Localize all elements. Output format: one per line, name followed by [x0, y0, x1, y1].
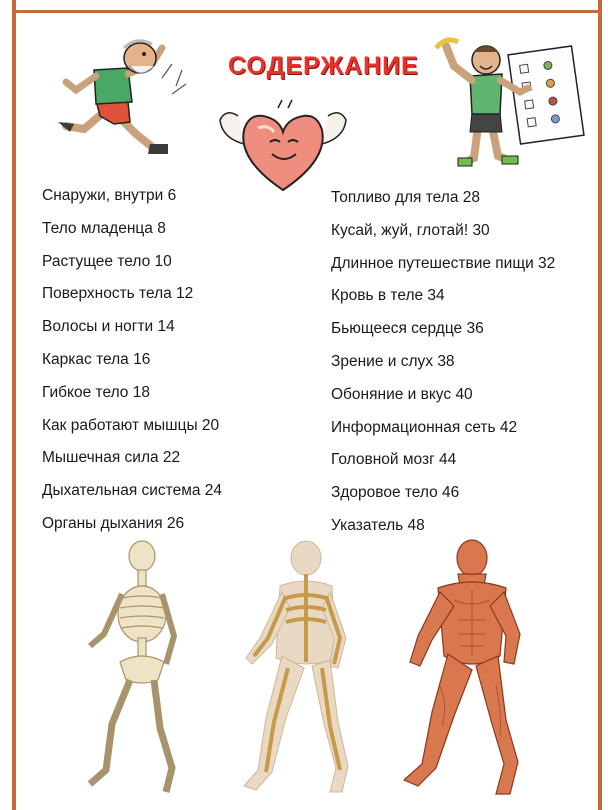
running-skeleton-icon — [60, 538, 210, 803]
toc-entry[interactable]: Кровь в теле 34 — [331, 287, 445, 305]
toc-right-column — [331, 186, 555, 547]
muscular-heart-cartoon-icon — [208, 98, 358, 198]
toc-entry[interactable]: Зрение и слух 38 — [331, 352, 455, 370]
athlete-with-food-chart-cartoon-icon — [428, 30, 598, 180]
toc-entry[interactable]: Кусай, жуй, глотай! 30 — [331, 221, 490, 239]
toc-entry[interactable]: Длинное путешествие пищи 32 — [331, 254, 556, 272]
running-muscle-figure-icon — [392, 536, 542, 804]
toc-entry[interactable]: Здоровое тело 46 — [331, 484, 460, 502]
toc-entry[interactable]: Обоняние и вкус 40 — [331, 385, 473, 403]
page-title: СОДЕРЖАНИЕ — [228, 52, 419, 80]
toc-entry[interactable]: Тело младенца 8 — [42, 219, 166, 237]
toc-entry[interactable]: Информационная сеть 42 — [331, 418, 518, 436]
toc-entry[interactable]: Головной мозг 44 — [331, 451, 457, 469]
toc-entry[interactable]: Указатель 48 — [331, 516, 425, 534]
page-border-right — [598, 0, 602, 810]
transparent-body-skeleton-icon — [226, 538, 376, 803]
toc-entry[interactable]: Органы дыхания 26 — [42, 514, 185, 532]
toc-entry[interactable]: Поверхность тела 12 — [42, 285, 194, 303]
toc-entry[interactable]: Растущее тело 10 — [42, 252, 172, 270]
toc-entry[interactable]: Волосы и ногти 14 — [42, 318, 175, 336]
toc-entry[interactable]: Как работают мышцы 20 — [42, 416, 220, 434]
page-border-left — [12, 0, 16, 810]
toc-left-column — [42, 184, 222, 545]
running-man-cartoon-icon — [44, 34, 194, 159]
page-border-top — [12, 10, 602, 13]
toc-entry[interactable]: Топливо для тела 28 — [331, 189, 480, 206]
toc-entry[interactable]: Гибкое тело 18 — [42, 383, 150, 401]
toc-entry[interactable]: Мышечная сила 22 — [42, 449, 181, 467]
toc-entry[interactable]: Бьющееся сердце 36 — [331, 320, 484, 338]
toc-entry[interactable]: Дыхательная система 24 — [42, 482, 223, 500]
toc-entry[interactable]: Каркас тела 16 — [42, 350, 151, 368]
toc-entry[interactable]: Снаружи, внутри 6 — [42, 187, 177, 204]
